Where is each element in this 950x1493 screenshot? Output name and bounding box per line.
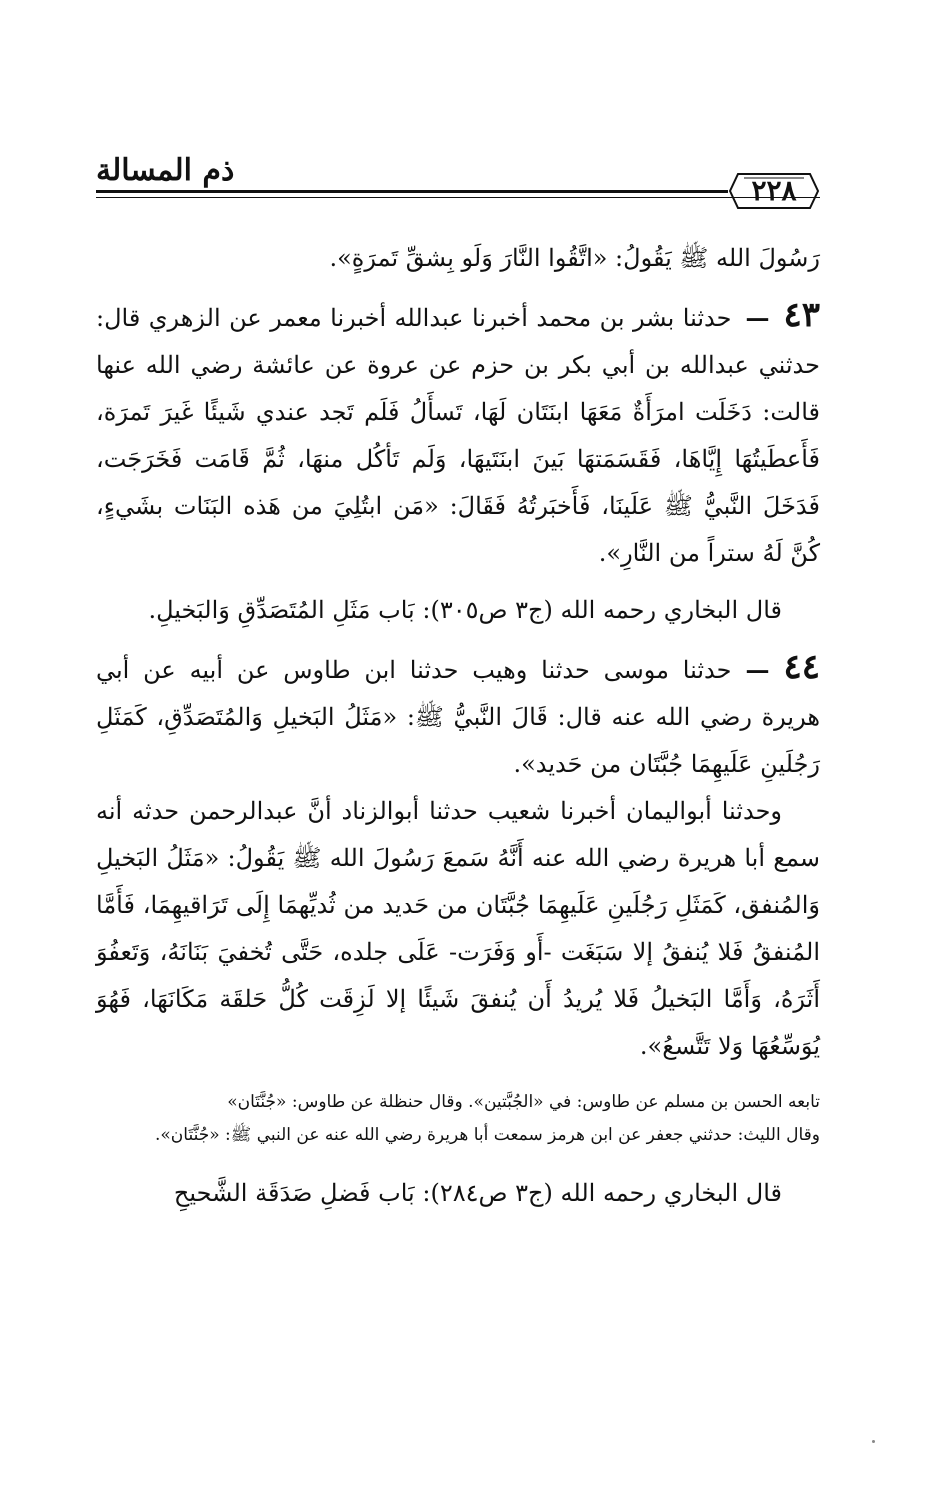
page-header <box>96 150 820 207</box>
hadith-dash: — <box>745 655 770 684</box>
text-paragraph: رَسُولَ الله ﷺ يَقُولُ: «اتَّقُوا النَّارَ وَلَو بِشقِّ تَمرَةٍ». <box>329 244 820 272</box>
page-number: ٢٢٨ <box>751 174 797 207</box>
running-title: ذم المسالة <box>96 153 235 188</box>
chapter-heading: قال البخاري رحمه الله (ج٣ ص٣٠٥): بَاب مَثَلِ المُتَصَدِّقِ وَالبَخيلِ. <box>148 596 782 624</box>
hadith-number: ٤٤ <box>783 647 820 687</box>
hadith-text: حدثنا موسى حدثنا وهيب حدثنا ابن طاوس عن أبيه عن أبي هريرة رضي الله عنه قال: قَالَ النَّبيُّ ﷺ: «مَثَلُ البَخيلِ وَالمُتَصَدِّقِ، كَمَثَلِ رَجُلَينِ عَلَيهِمَا جُبَّتَان من حَديد». <box>96 656 820 778</box>
hadith-text: حدثنا بشر بن محمد أخبرنا عبدالله أخبرنا معمر عن الزهري قال: حدثني عبدالله بن أبي بكر بن حزم عن عروة عن عائشة رضي الله عنها قالت: دَخَلَت امرَأَةٌ مَعَهَا ابنَتَان لَهَا، تَسأَلُ فَلَم تَجد عندي شَيئًا غَيرَ تَمرَة، فَأَعطَيتُهَا إِيَّاهَا، فَقَسَمَتهَا بَينَ ابنَتَيهَا، وَلَم تَأكُل منهَا، ثُمَّ قَامَت فَخَرَجَت، فَدَخَلَ النَّبيُّ ﷺ عَلَينَا، فَأَخبَرتُهُ فَقَالَ: «مَن ابتُلِيَ من هَذه البَنَات بشَيءٍ، كُنَّ لَهُ ستراً من النَّارِ». <box>96 304 820 567</box>
hadith-43 <box>96 292 820 577</box>
chapter-heading: قال البخاري رحمه الله (ج٣ ص٢٨٤): بَاب فَضلِ صَدَقَة الشَّحيحِ <box>173 1179 782 1207</box>
footnote-line: وقال الليث: حدثني جعفر عن ابن هرمز سمعت أبا هريرة رضي الله عنه عن النبي ﷺ: «جُنَّتَان». <box>154 1125 820 1145</box>
main-text <box>96 235 820 1070</box>
hadith-number: ٤٣ <box>783 295 820 335</box>
hadith-dash: — <box>745 303 770 332</box>
book-page <box>96 150 820 1217</box>
footnote <box>96 1086 820 1152</box>
scan-speck <box>872 1440 875 1443</box>
text-paragraph: وحدثنا أبواليمان أخبرنا شعيب حدثنا أبوالزناد أنَّ عبدالرحمن حدثه أنه سمع أبا هريرة رضي الله عنه أَنَّهُ سَمعَ رَسُولَ الله ﷺ يَقُولُ: «مَثَلُ البَخيلِ وَالمُنفق، كَمَثَلِ رَجُلَينِ عَلَيهِمَا جُبَّتَان من حَديد من ثُديِّهمَا إِلَى تَرَاقيهِمَا، فَأَمَّا المُنفقُ فَلا يُنفقُ إلا سَبَغَت -أَو وَفَرَت- عَلَى جلده، حَتَّى تُخفيَ بَنَانَهُ، وَتَعفُوَ أَثَرَهُ، وَأَمَّا البَخيلُ فَلا يُريدُ أَن يُنفقَ شَيئًا إلا لَزِقَت كُلُّ حَلقَة مَكَانَهَا، فَهُوَ يُوَسِّعُهَا وَلا تَتَّسعُ». <box>96 797 821 1060</box>
footnote-line: تابعه الحسن بن مسلم عن طاوس: في «الجُبَّتين». وقال حنظلة عن طاوس: «جُنَّتَان» <box>227 1092 820 1112</box>
hadith-44 <box>96 644 820 788</box>
page-number-badge <box>728 170 820 212</box>
